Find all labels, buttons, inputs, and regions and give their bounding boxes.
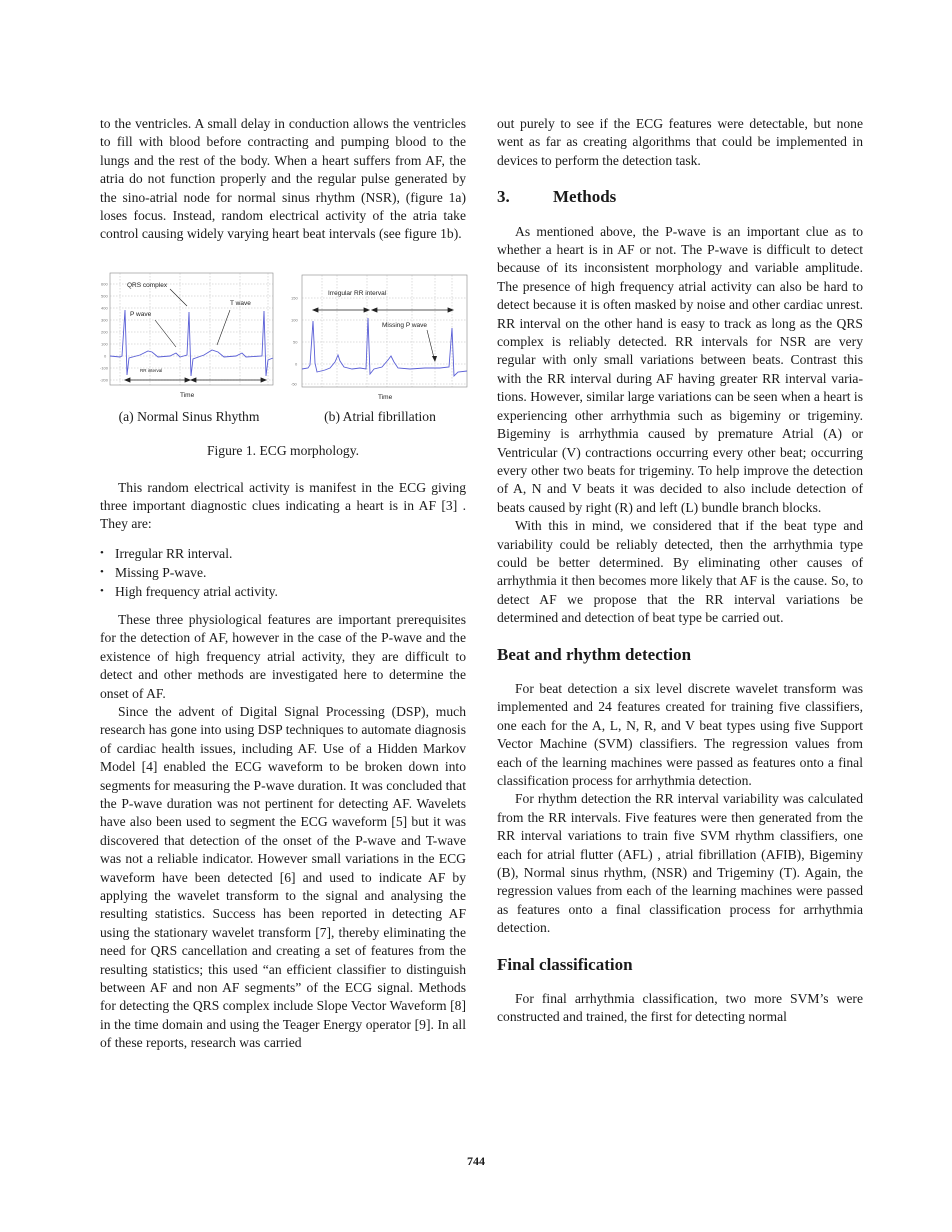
y-ticks-b [291, 295, 298, 386]
tick-label: 400 [101, 305, 108, 311]
list-item: • Irregular RR interval. [100, 544, 466, 563]
paragraph-beat-detection: For beat detection a six level discrete wavelet transform was implemented and 24 features created for training five classifiers, one each for the A, L, N, R, and V beat types using five Support Vector Machine (SVM) classifiers. The regression values from each of the learning machines were passed as features onto a final classification process for arrhythmia detection. [497, 680, 863, 788]
tick-label: 50 [293, 339, 298, 345]
page-number: 744 [467, 1154, 485, 1168]
paragraph-final-classification: For final arrhythmia classification, two more SVM’s were constructed and trained, the first for detecting normal [497, 991, 863, 1025]
subsection-heading-beat-rhythm: Beat and rhythm detection [497, 644, 692, 664]
paragraph-methods-2: With this in mind, we considered that if the beat type and variability could be reliably detected, then the arrhythmia type could be better determined. By eliminating other causes of arrhythmia it then becomes more likely that AF is the cause. So, to detect AF we propose that the RR interval variations be determined and detection of beat type be carried out. [497, 518, 863, 626]
paragraph-prerequisites: These three physiological features are important prerequisites for the detection of AF, however in the case of the P-wave and the existence of high frequency atrial activity, they are difficult to detect and other methods are investigated here to determine the onset of AF. [100, 611, 466, 701]
bullet-list [100, 544, 466, 601]
x-axis-label: Time [378, 393, 393, 401]
figure-1 [100, 270, 470, 426]
ecg-nsr-plot [100, 270, 278, 402]
tick-label: -100 [100, 365, 109, 371]
x-axis-label: Time [180, 391, 195, 399]
paragraph-clues: This random electrical activity is manifest in the ECG giving three important diagnostic clues indicating a heart is in AF [3] . They are: [100, 479, 466, 532]
tick-label: 100 [101, 341, 108, 347]
annotation-p-wave: P wave [130, 310, 152, 318]
paragraph-intro: to the ventricles. A small delay in conduction allows the ventricles to fill with blood before contracting and pumping blood to the lungs and the rest of the body. When a heart suffers from AF, the atria do not function properly and the regular pulse generated by the sino-atrial node for normal sinus rhythm (NSR), (figure 1a) loses focus. Instead, random electrical activity of the atria take control causing widely varying heart beat intervals (see figure 1b). [100, 116, 466, 242]
tick-label: 0 [295, 361, 298, 367]
tick-label: 200 [101, 329, 108, 335]
list-item: • Missing P-wave. [100, 563, 466, 582]
paragraph-rhythm-detection: For rhythm detection the RR interval variability was calculated from the RR intervals. Five features were then generated from the RR interval variations to train five SVM rhythm classifiers, one each for atrial flutter (AFL) , atrial fibrillation (AFIB), Bigeminy (B), Normal sinus rhythm, (NSR) and Trigeminy (T). Again, the regression values from each of the learning machines were passed as features onto a final classification process for arrhythmia detection. [497, 791, 863, 936]
annotation-qrs: QRS complex [127, 281, 168, 289]
tick-label: 500 [101, 293, 108, 299]
annotation-t-wave: T wave [230, 299, 251, 307]
tick-label: 0 [104, 353, 107, 359]
subfigure-b [290, 270, 470, 426]
tick-label: 100 [291, 317, 298, 323]
annotation-irregular-rr: Irregular RR interval [328, 289, 387, 297]
y-ticks-a [100, 281, 109, 382]
paragraph-dsp: Since the advent of Digital Signal Processing (DSP), much research has gone into using DSP techniques to automate diagnosis of cardiac health issues, including AF. Use of a Hidden Markov Model [4] enabled the ECG waveform to be broken down into segments for measuring the P-wave duration. It was concluded that the P-wave duration was not pertinent for detecting AF. Wavelets have also been used to segment the ECG waveform [5] but it was discovered that detection of the onset of the P-wave and T-wave was not a reliable indicator. However small variations in the ECG waveform have been detected [6] and used to indicate AF by applying the wavelet transform to the signal and analysing the resulting statistics. Success has been reported in detecting AF using the stationary wavelet transform [7], thereby eliminating the need for QRS cancellation and creating a set of features from the resulting statistics; this used “an efficient classifier to distinguish between AF and non AF segments” of the ECG signal. Methods for detecting the QRS complex include Slope Vector Waveform [8] in the time domain and using the Teager Energy operator [9]. In all of these reports, research was carried [100, 703, 466, 1051]
paragraph-methods-1: As mentioned above, the P-wave is an important clue as to whether a heart is in AF or not. The P-wave is difficult to detect because of its inconsistent morphology and variable amplitude. The presence of high frequency atrial activity can also be hard to detect because it is often masked by noise and other cardiac unrest. RR interval on the other hand is easy to track as long as the QRS complex is reliably detected. RR intervals for NSR are very regular with only small variations between beats. Contrast this with the RR interval during AF having greater RR interval variations. However, similar large variations can be seen when a heart is experiencing other arrhythmia such as bigeminy or trigeminy. Bigeminy is arrhythmia caused by premature Atrial (A) or Ventricular (V) contractions occurring every other beat; occurring every other two beats for trigeminy. To help improve the detection of A, N and V beats it was decided to also include detection of beats caused by right (R) and left (L) bundle branch blocks. [497, 223, 863, 515]
paragraph-continued: out purely to see if the ECG features were detectable, but none went as far as creating algorithms that could be implemented in devices to perform the detection task. [497, 116, 863, 168]
tick-label: 600 [101, 281, 108, 287]
ecg-af-plot [290, 270, 470, 402]
annotation-missing-p-wave: Missing P wave [382, 321, 428, 329]
right-column [497, 115, 863, 1027]
section-heading-methods [497, 188, 863, 206]
subfigure-a-caption: (a) Normal Sinus Rhythm [118, 408, 260, 424]
tick-label: 300 [101, 317, 108, 323]
tick-label: 150 [291, 295, 298, 301]
list-item: • High frequency atrial activity. [100, 582, 466, 601]
subfigure-a [100, 270, 278, 426]
section-number: 3. [497, 187, 510, 207]
tick-label: -200 [100, 377, 109, 383]
left-column [100, 115, 466, 1053]
section-title: Methods [553, 187, 617, 207]
annotation-rr-interval: RR interval [140, 367, 163, 373]
tick-label: -50 [291, 381, 297, 387]
figure-caption: Figure 1. ECG morphology. [206, 443, 360, 459]
subsection-heading-final-classification: Final classification [497, 954, 633, 974]
subfigure-b-caption: (b) Atrial fibrillation [324, 408, 436, 424]
